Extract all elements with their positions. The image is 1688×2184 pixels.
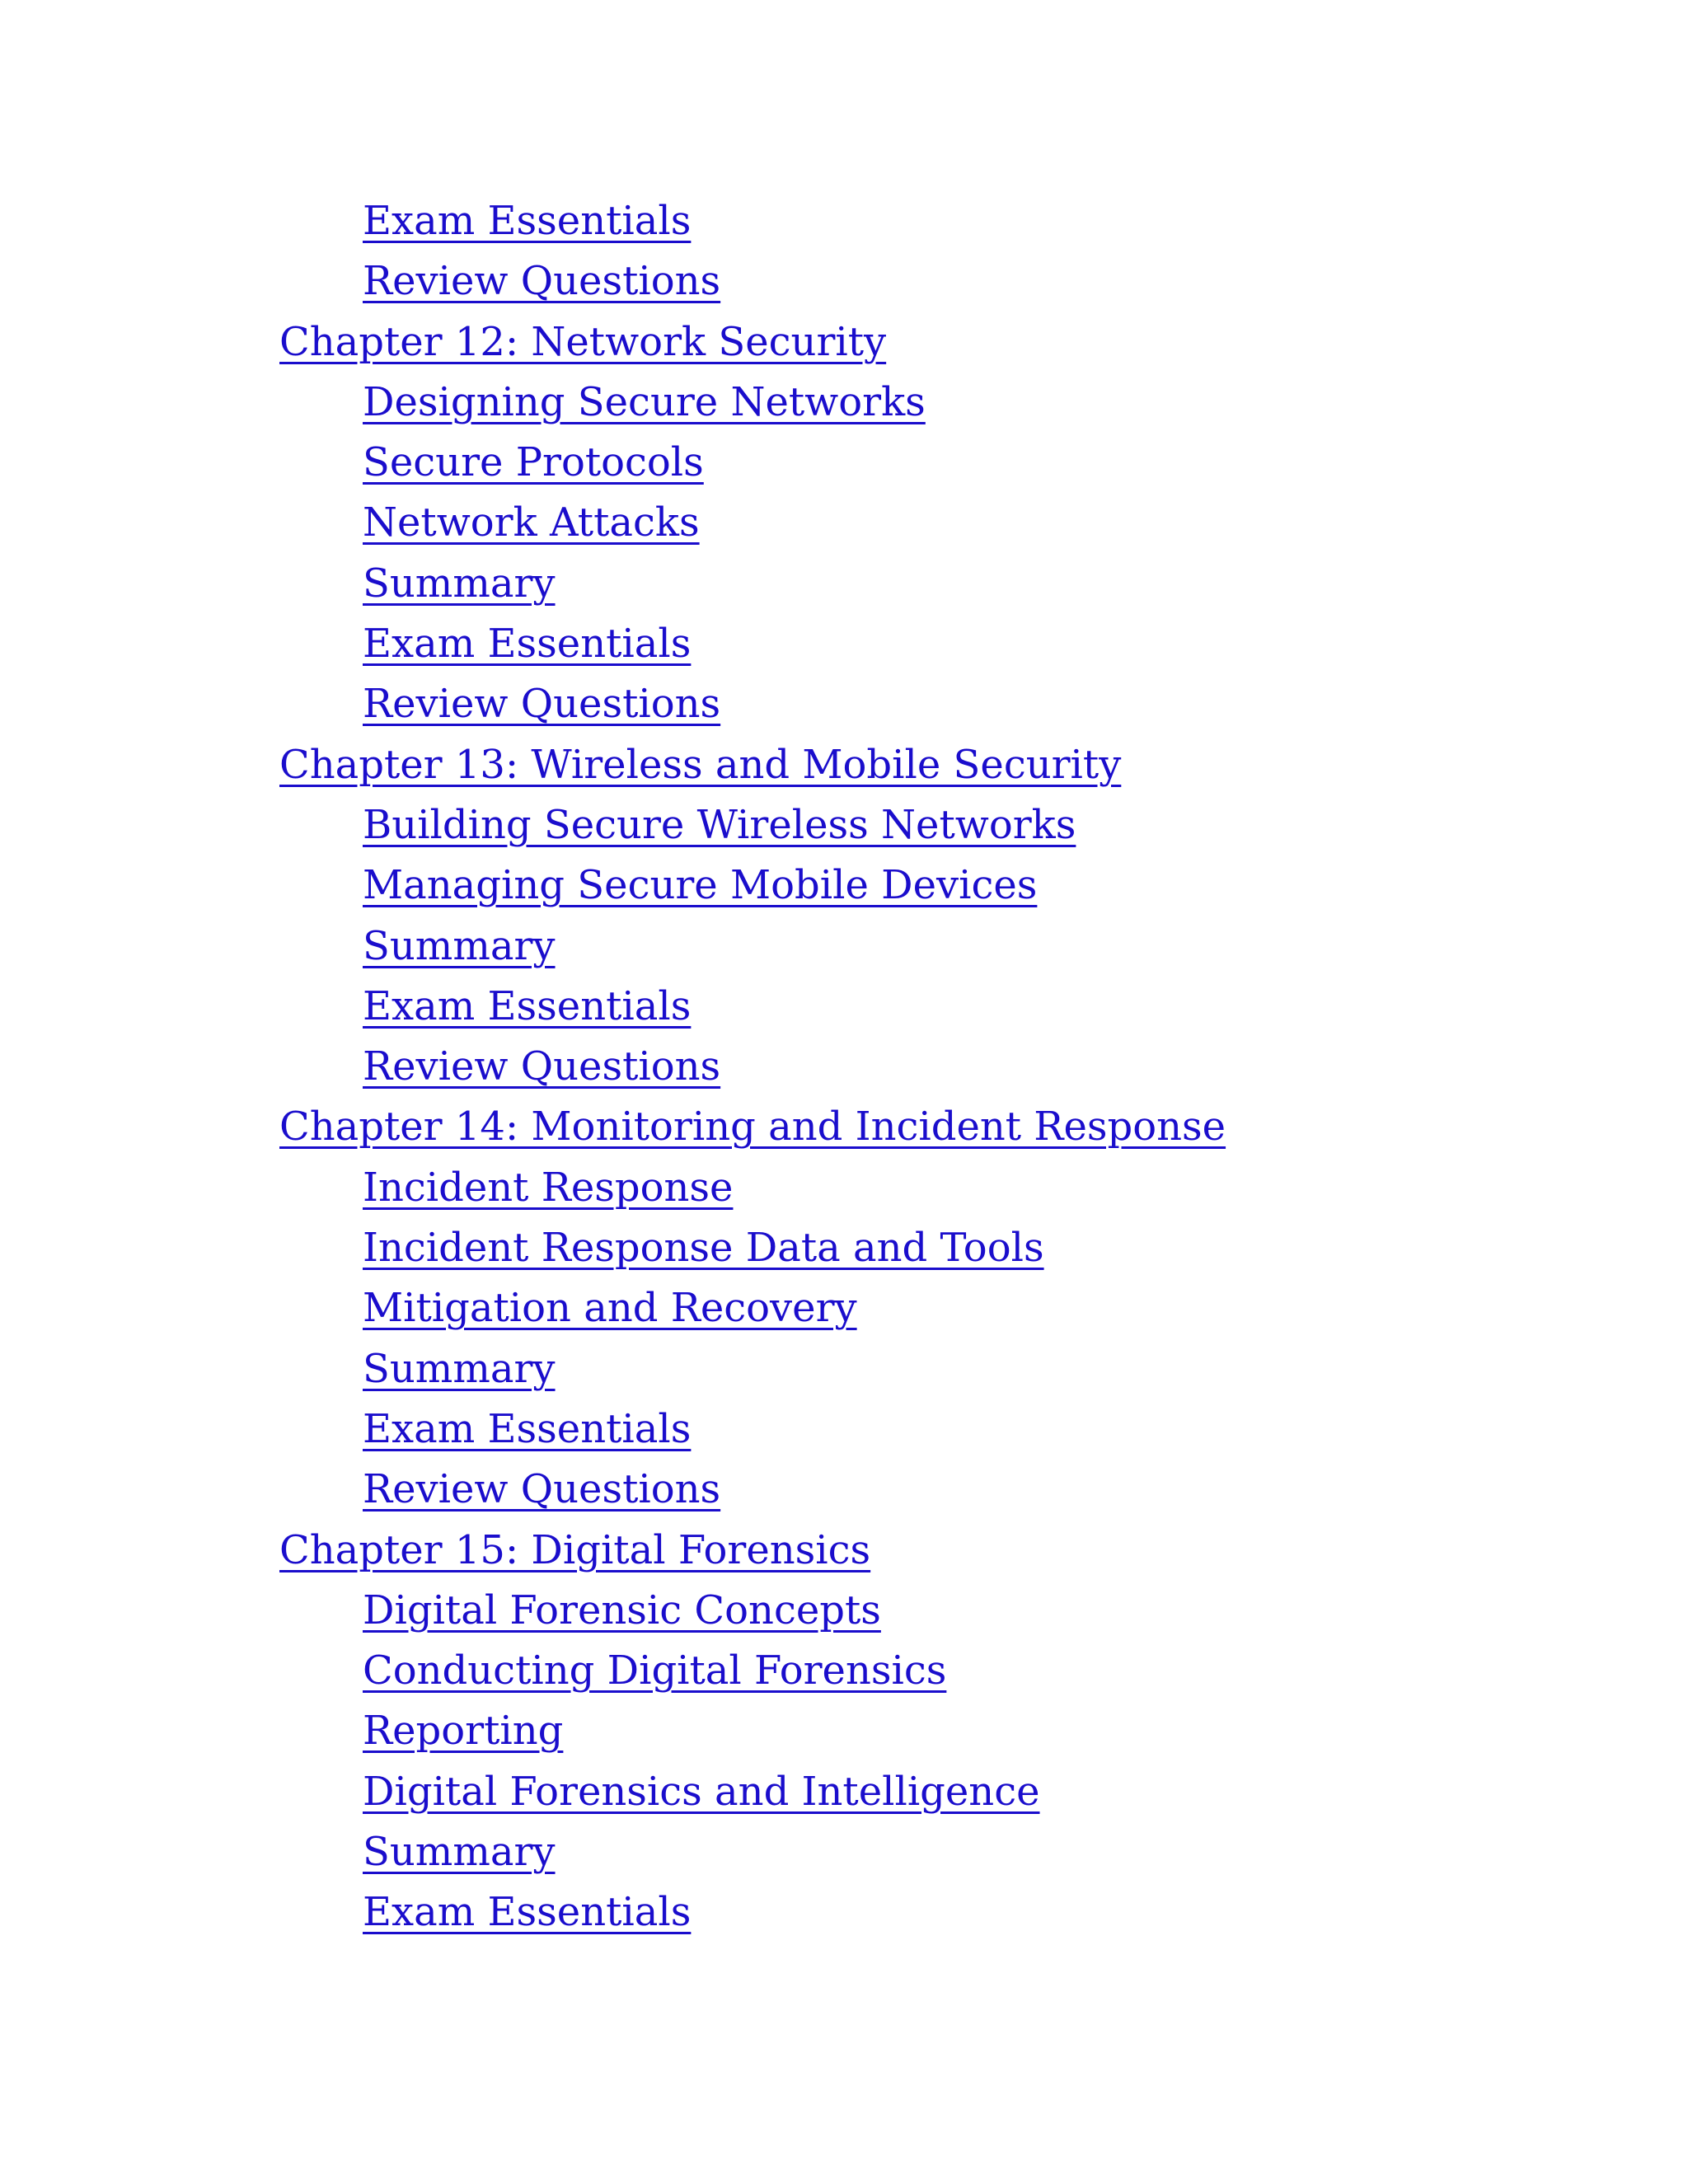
toc-section-link[interactable]: Network Attacks bbox=[363, 499, 700, 546]
toc-section-link[interactable]: Secure Protocols bbox=[363, 439, 704, 486]
toc-chapter-item bbox=[0, 312, 1688, 373]
toc-section-item bbox=[0, 493, 1688, 553]
toc-section-link[interactable]: Summary bbox=[363, 1829, 556, 1876]
toc-section-link[interactable]: Review Questions bbox=[363, 258, 721, 305]
toc-section-link[interactable]: Digital Forensics and Intelligence bbox=[363, 1768, 1040, 1815]
toc-section-link[interactable]: Designing Secure Networks bbox=[363, 378, 926, 425]
toc-section-link[interactable]: Exam Essentials bbox=[363, 982, 692, 1029]
toc-chapter-item bbox=[0, 1521, 1688, 1581]
toc-section-item bbox=[0, 1460, 1688, 1520]
toc-section-item bbox=[0, 977, 1688, 1037]
toc-section-link[interactable]: Managing Secure Mobile Devices bbox=[363, 862, 1038, 909]
toc-section-item bbox=[0, 855, 1688, 916]
toc-section-item bbox=[0, 191, 1688, 251]
toc-section-item bbox=[0, 1339, 1688, 1399]
toc-section-link[interactable]: Digital Forensic Concepts bbox=[363, 1586, 881, 1633]
toc-section-item bbox=[0, 1882, 1688, 1943]
toc-section-item bbox=[0, 1581, 1688, 1641]
toc-section-link[interactable]: Reporting bbox=[363, 1708, 564, 1755]
toc-section-link[interactable]: Exam Essentials bbox=[363, 1405, 692, 1452]
toc-section-item bbox=[0, 373, 1688, 433]
toc-section-item bbox=[0, 1762, 1688, 1822]
toc-section-item bbox=[0, 1701, 1688, 1761]
toc-section-link[interactable]: Exam Essentials bbox=[363, 198, 692, 244]
toc-chapter-link[interactable]: Chapter 13: Wireless and Mobile Security bbox=[279, 741, 1122, 788]
toc-chapter-link[interactable]: Chapter 14: Monitoring and Incident Response bbox=[279, 1104, 1226, 1151]
toc-section-item bbox=[0, 795, 1688, 855]
toc-section-item bbox=[0, 433, 1688, 493]
toc-section-link[interactable]: Review Questions bbox=[363, 1466, 721, 1513]
toc-section-link[interactable]: Summary bbox=[363, 922, 556, 969]
toc-section-item bbox=[0, 674, 1688, 734]
toc-section-link[interactable]: Conducting Digital Forensics bbox=[363, 1647, 947, 1694]
toc-section-link[interactable]: Review Questions bbox=[363, 1043, 721, 1090]
toc-chapter-item bbox=[0, 1097, 1688, 1157]
toc-section-item bbox=[0, 1641, 1688, 1701]
toc-section-link[interactable]: Exam Essentials bbox=[363, 621, 692, 668]
toc-section-link[interactable]: Exam Essentials bbox=[363, 1889, 692, 1936]
toc-section-item bbox=[0, 1278, 1688, 1338]
toc-section-item bbox=[0, 1822, 1688, 1882]
toc-section-link[interactable]: Summary bbox=[363, 1345, 556, 1392]
toc-section-link[interactable]: Review Questions bbox=[363, 681, 721, 728]
toc-section-link[interactable]: Incident Response bbox=[363, 1164, 734, 1211]
toc-section-item bbox=[0, 1399, 1688, 1460]
toc-section-item bbox=[0, 554, 1688, 614]
toc-section-item bbox=[0, 251, 1688, 312]
toc-section-link[interactable]: Incident Response Data and Tools bbox=[363, 1225, 1044, 1272]
toc-section-item bbox=[0, 1158, 1688, 1218]
toc-section-item bbox=[0, 614, 1688, 674]
toc-chapter-item bbox=[0, 735, 1688, 795]
toc-section-item bbox=[0, 1218, 1688, 1278]
toc-chapter-link[interactable]: Chapter 12: Network Security bbox=[279, 318, 887, 365]
toc-section-link[interactable]: Building Secure Wireless Networks bbox=[363, 801, 1076, 848]
toc-section-item bbox=[0, 916, 1688, 977]
toc-section-link[interactable]: Summary bbox=[363, 560, 556, 607]
toc-section-link[interactable]: Mitigation and Recovery bbox=[363, 1285, 857, 1332]
toc-section-item bbox=[0, 1037, 1688, 1097]
table-of-contents bbox=[0, 191, 1688, 1943]
toc-chapter-link[interactable]: Chapter 15: Digital Forensics bbox=[279, 1526, 871, 1573]
